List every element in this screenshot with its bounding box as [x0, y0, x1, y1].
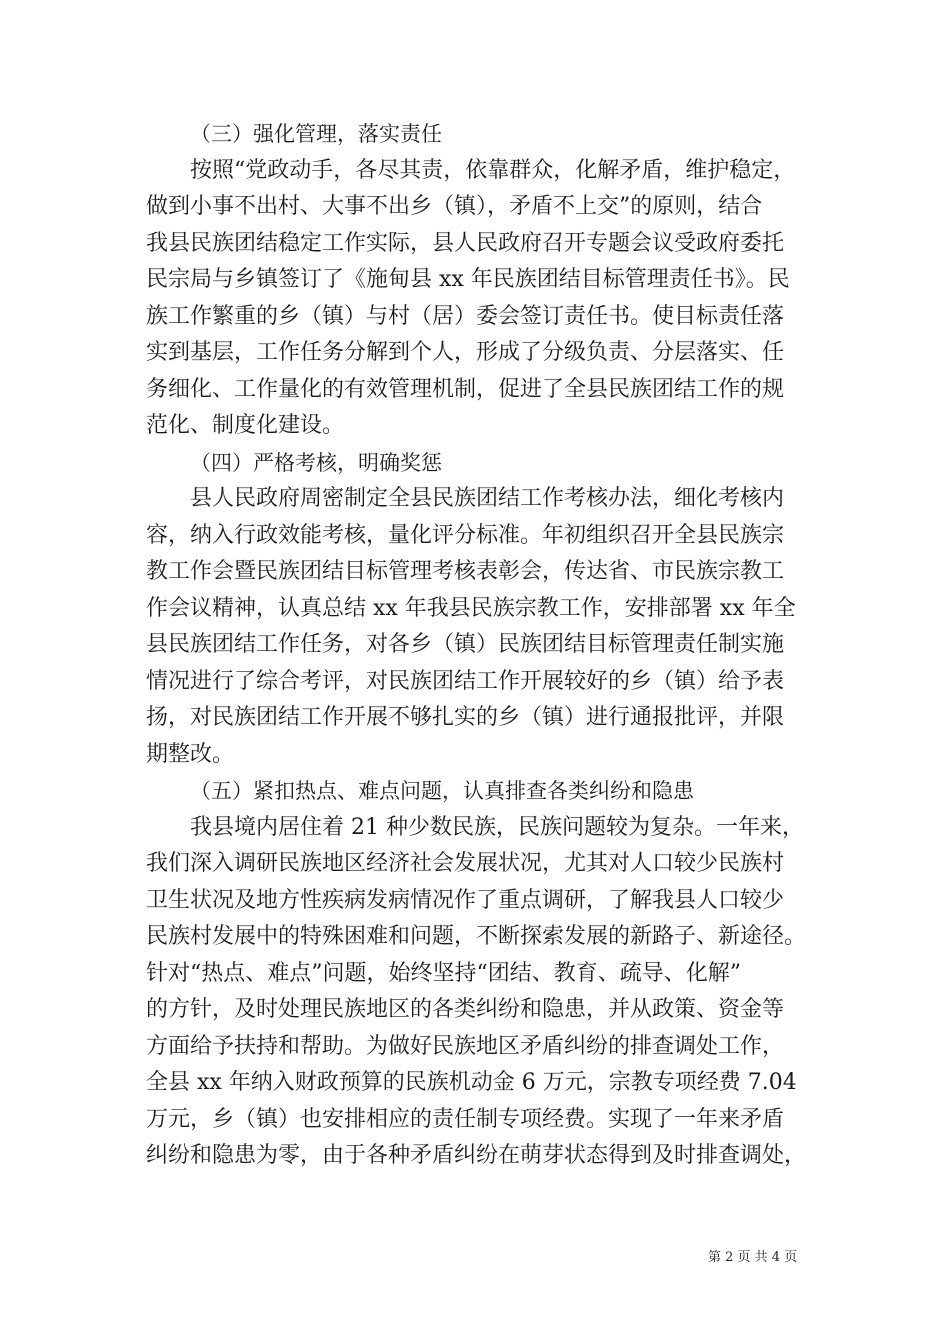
- paragraph-line: 民宗局与乡镇签订了《施甸县 xx 年民族团结目标管理责任书》。民: [146, 267, 790, 292]
- paragraph-line: 族工作繁重的乡（镇）与村（居）委会签订责任书。使目标责任落: [146, 303, 785, 329]
- paragraph-line: 民族村发展中的特殊困难和问题，不断探索发展的新路子、新途径。: [146, 924, 807, 949]
- paragraph-line: 范化、制度化建设。: [146, 413, 345, 438]
- paragraph-line: 方面给予扶持和帮助。为做好民族地区矛盾纠纷的排查调处工作，: [146, 1033, 785, 1059]
- paragraph-line: 万元，乡（镇）也安排相应的责任制专项经费。实现了一年来矛盾: [146, 1106, 785, 1132]
- paragraph-line: 我们深入调研民族地区经济社会发展状况，尤其对人口较少民族村: [146, 851, 785, 876]
- paragraph-line: 按照“党政动手，各尽其责，依靠群众，化解矛盾，维护稳定，: [190, 157, 796, 183]
- paragraph-line: 卫生状况及地方性疾病发病情况作了重点调研，了解我县人口较少: [146, 887, 785, 913]
- paragraph-line: 全县 xx 年纳入财政预算的民族机动金 6 万元，宗教专项经费 7.04: [146, 1070, 797, 1095]
- document-body: [146, 116, 826, 1175]
- paragraph-line: 纠纷和隐患为零，由于各种矛盾纠纷在萌芽状态得到及时排查调处，: [146, 1143, 807, 1168]
- paragraph-line: 我县境内居住着 21 种少数民族，民族问题较为复杂。一年来，: [190, 814, 804, 840]
- paragraph-line: 县人民政府周密制定全县民族团结工作考核办法，细化考核内: [190, 486, 785, 511]
- section-heading-3: （三）强化管理，落实责任: [190, 122, 442, 146]
- paragraph-line: 期整改。: [146, 741, 235, 767]
- paragraph-line: 作会议精神，认真总结 xx 年我县民族宗教工作，安排部署 xx 年全: [146, 595, 796, 621]
- paragraph-line: 扬，对民族团结工作开展不够扎实的乡（镇）进行通报批评，并限: [146, 705, 785, 730]
- paragraph-line: 教工作会暨民族团结目标管理考核表彰会，传达省、市民族宗教工: [146, 559, 785, 584]
- page-number-footer: 第 2 页 共 4 页: [708, 1250, 798, 1265]
- section-heading-4: （四）严格考核，明确奖惩: [190, 450, 442, 475]
- paragraph-line: 县民族团结工作任务，对各乡（镇）民族团结目标管理责任制实施: [146, 632, 785, 657]
- paragraph-line: 容，纳入行政效能考核，量化评分标准。年初组织召开全县民族宗: [146, 522, 785, 548]
- paragraph-line: 情况进行了综合考评，对民族团结工作开展较好的乡（镇）给予表: [146, 668, 785, 694]
- paragraph-line: 实到基层，工作任务分解到个人，形成了分级负责、分层落实、任: [146, 340, 785, 365]
- paragraph-line: 做到小事不出村、大事不出乡（镇），矛盾不上交”的原则，结合: [146, 194, 763, 219]
- paragraph-line: 针对“热点、难点”问题，始终坚持“团结、教育、疏导、化解”: [146, 960, 741, 986]
- paragraph-line: 我县民族团结稳定工作实际，县人民政府召开专题会议受政府委托: [146, 230, 785, 256]
- section-heading-5: （五）紧扣热点、难点问题，认真排查各类纠纷和隐患: [190, 779, 694, 803]
- paragraph-line: 的方针，及时处理民族地区的各类纠纷和隐患，并从政策、资金等: [146, 997, 785, 1022]
- paragraph-line: 务细化、工作量化的有效管理机制，促进了全县民族团结工作的规: [146, 376, 785, 402]
